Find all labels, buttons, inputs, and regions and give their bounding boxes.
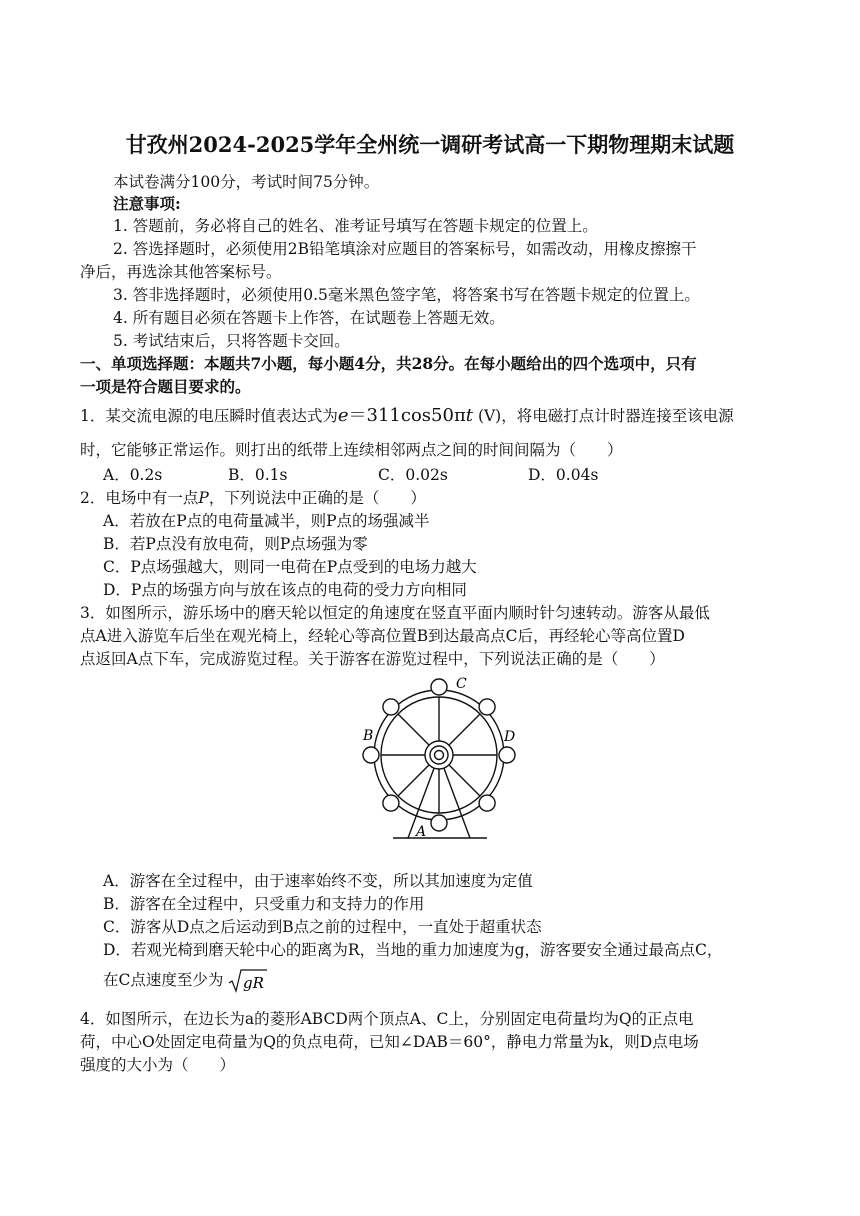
q1-formula-t: t <box>465 405 474 426</box>
section-heading: 一、单项选择题：本题共7小题，每小题4分，共28分。在每小题给出的四个选项中，只有 <box>80 354 697 373</box>
gondola <box>431 815 447 831</box>
page-title: 甘孜州2024-2025学年全州统一调研考试高一下期物理期末试题 <box>125 132 735 157</box>
note-2-cont: 净后，再选涂其他答案标号。 <box>80 263 282 281</box>
section-heading-cont: 一项是符合题目要求的。 <box>80 377 251 396</box>
label-c: C <box>456 676 467 692</box>
q4-stem-cont-2: 强度的大小为（ ） <box>80 1056 236 1074</box>
q3-option-a: A．游客在全过程中，由于速率始终不变，所以其加速度为定值 <box>103 872 533 890</box>
q3-stem: 3．如图所示，游乐场中的磨天轮以恒定的角速度在竖直平面内顺时针匀速转动。游客从最低 <box>80 604 710 622</box>
gondola <box>363 747 379 763</box>
gondola <box>383 699 399 715</box>
q2-stem-post: ，下列说法中正确的是（ ） <box>208 489 426 507</box>
gondola <box>479 699 495 715</box>
q2-option-c: C．P点场强越大，则同一电荷在P点受到的电场力越大 <box>103 558 477 576</box>
exam-intro: 本试卷满分100分，考试时间75分钟。 <box>113 173 380 191</box>
q3-option-b: B．游客在全过程中，只受重力和支持力的作用 <box>103 895 425 913</box>
q2-stem <box>80 487 426 509</box>
label-a: A <box>416 824 427 840</box>
label-d: D <box>504 729 516 745</box>
q3-option-c: C．游客从D点之后运动到B点之前的过程中，一直处于超重状态 <box>103 918 542 936</box>
note-2: 2. 答选择题时，必须使用2B铅笔填涂对应题目的答案标号，如需改动，用橡皮擦擦干 <box>113 240 697 258</box>
q4-stem: 4．如图所示，在边长为a的菱形ABCD两个顶点A、C上，分别固定电荷量均为Q的正点电 <box>80 1010 694 1028</box>
wheel-spoke <box>449 714 480 745</box>
wheel-spoke <box>449 765 480 796</box>
wheel-spoke <box>398 714 429 745</box>
sqrt-radicand: gR <box>243 974 265 992</box>
q1-option-a: A．0.2s <box>103 466 163 484</box>
q1-option-b: B．0.1s <box>228 466 288 484</box>
q2-stem-p: P <box>198 489 209 507</box>
notes-heading: 注意事项: <box>113 194 181 213</box>
q4-stem-cont-1: 荷，中心O处固定电荷量为Q的负点电荷，已知∠DAB＝60°，静电力常量为k，则D点电场 <box>80 1033 699 1051</box>
q3-option-d: D．若观光椅到磨天轮中心的距离为R，当地的重力加速度为g，游客要安全通过最高点C， <box>103 941 723 959</box>
q2-option-b: B．若P点没有放电荷，则P点场强为零 <box>103 535 368 553</box>
q1-stem-cont: 时，它能够正常运作。则打出的纸带上连续相邻两点之间的时间间隔为（ ） <box>80 441 623 459</box>
q1-option-c: C．0.02s <box>378 466 448 484</box>
q3-stem-cont-1: 点A进入游览车后坐在观光椅上，经轮心等高位置B到达最高点C后，再经轮心等高位置D <box>80 627 685 645</box>
q1-formula-e: e <box>337 405 349 426</box>
note-4: 4. 所有题目必须在答题卡上作答，在试题卷上答题无效。 <box>113 309 505 327</box>
sqrt-symbol <box>228 968 268 994</box>
note-5: 5. 考试结束后，只将答题卡交回。 <box>113 332 350 350</box>
q1-stem-post: (V)，将电磁打点计时器连接至该电源 <box>473 407 734 425</box>
q2-option-a: A．若放在P点的电荷量减半，则P点的场强减半 <box>103 512 430 530</box>
label-b: B <box>363 728 374 744</box>
gondola <box>431 679 447 695</box>
q3-option-d-cont <box>103 968 268 994</box>
wheel-spoke <box>398 765 429 796</box>
q3-option-d-cont-text: 在C点速度至少为 <box>103 971 224 989</box>
q2-stem-pre: 2．电场中有一点 <box>80 489 199 507</box>
note-3: 3. 答非选择题时，必须使用0.5毫米黑色签字笔，将答案书写在答题卡规定的位置上。 <box>113 286 700 304</box>
q3-stem-cont-2: 点返回A点下车，完成游览过程。关于游客在游览过程中，下列说法正确的是（ ） <box>80 650 665 668</box>
wheel-hub <box>425 741 453 769</box>
gondola <box>479 795 495 811</box>
q1-formula-body: ＝311cos50π <box>348 405 466 426</box>
q1-stem <box>80 405 734 427</box>
ferris-wheel-figure <box>355 670 525 845</box>
q2-option-d: D．P点的场强方向与放在该点的电荷的受力方向相同 <box>103 581 467 599</box>
gondola <box>383 795 399 811</box>
gondola <box>499 747 515 763</box>
note-1: 1. 答题前，务必将自己的姓名、准考证号填写在答题卡规定的位置上。 <box>113 217 598 235</box>
q1-stem-pre: 1．某交流电源的电压瞬时值表达式为 <box>80 407 338 425</box>
q1-option-d: D．0.04s <box>528 466 599 484</box>
